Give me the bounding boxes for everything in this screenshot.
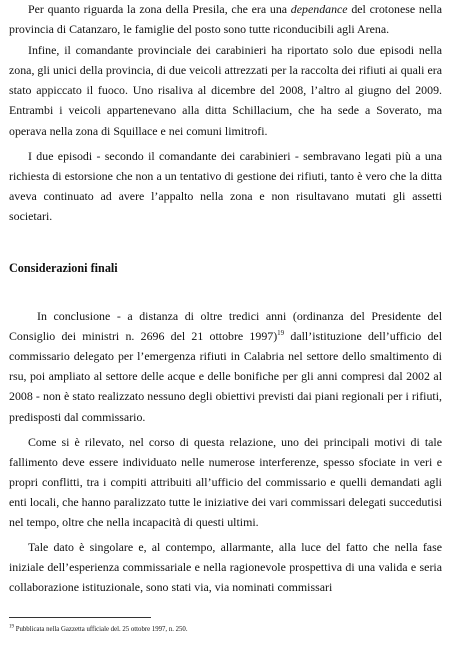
paragraph-failure-reasons: Come si è rilevato, nel corso di questa relazione, uno dei principali motivi di tale fallimento deve essere individuato nelle numerose interferenze, spesso sfociate in veri e propri conflitti, tra i compiti attribuiti all’ufficio del commissario e quelli demandati agli enti locali, che hanno paralizzato tutte le iniziative dei vari commissari delegati succedutisi nel tempo, oltre che nella incapacità di questi ultimi. bbox=[9, 434, 442, 529]
footnote-number: 19 bbox=[9, 624, 14, 630]
footnote bbox=[9, 625, 188, 634]
italic-term: dependance bbox=[290, 2, 348, 16]
paragraph-episodes: Infine, il comandante provinciale dei carabinieri ha riportato solo due episodi nella zona, gli unici della provincia, di due veicoli attrezzati per la raccolta dei rifiuti ai quali era stato appiccato il fuoco. Uno risaliva al dicembre del 2008, l’altro al giugno del 2009. Entrambi i veicoli appartenevano alla ditta Schillacium, che ha sede a Soverato, ma operava nella zona di Squillace e nei comuni limitrofi. bbox=[9, 43, 442, 138]
paragraph-presila bbox=[9, 0, 442, 39]
paragraph-commissioners: Tale dato è singolare e, al contempo, allarmante, alla luce del fatto che nella fase iniziale dell’esperienza commissariale e nella ragionevole prospettiva di una valida e seria collaborazione istituzionale, sono stati via, via nominati commissari bbox=[9, 540, 442, 595]
paragraph-conclusion-text-start: In conclusione - a distanza di oltre tredici anni (ordinanza del Presidente del Consiglio dei ministri n. 2696 del 21 ottobre 1997) bbox=[9, 309, 442, 344]
footnote-text: Pubblicata nella Gazzetta ufficiale del. 25 ottobre 1997, n. 250. bbox=[14, 626, 188, 633]
paragraph-presila-text-start: Per quanto riguarda la zona della Presila, che era una bbox=[28, 2, 291, 16]
footnote-divider bbox=[9, 617, 151, 618]
paragraph-extortion: I due episodi - secondo il comandante dei carabinieri - sembravano legati più a una richiesta di estorsione che non a un tentativo di gestione dei rifiuti, tanto è vero che la ditta aveva continuato ad avere l’appalto nella zona e non risultavano mutati gli assetti societari. bbox=[9, 148, 442, 223]
footnote-reference: 19 bbox=[277, 329, 285, 338]
paragraph-conclusion-text-end: dall’istituzione dell’ufficio del commissario delegato per l’emergenza rifiuti in Calabria nel settore dello smaltimento di rsu, poi ampliato al settore delle acque e delle bonifiche per gli anni compresi dal 2002 al 2008 - non è stato realizzato nessuno degli obiettivi previsti dai piani regionali per i rifiuti, predisposti dal commissario. bbox=[9, 329, 442, 424]
section-heading: Considerazioni finali bbox=[9, 261, 118, 276]
paragraph-conclusion bbox=[9, 306, 442, 427]
paragraph-presila-text-end: del crotonese nella provincia di Catanzaro, le famiglie del posto sono tutte riconducibili agli Arena. bbox=[9, 2, 442, 37]
document-body bbox=[9, 0, 442, 597]
